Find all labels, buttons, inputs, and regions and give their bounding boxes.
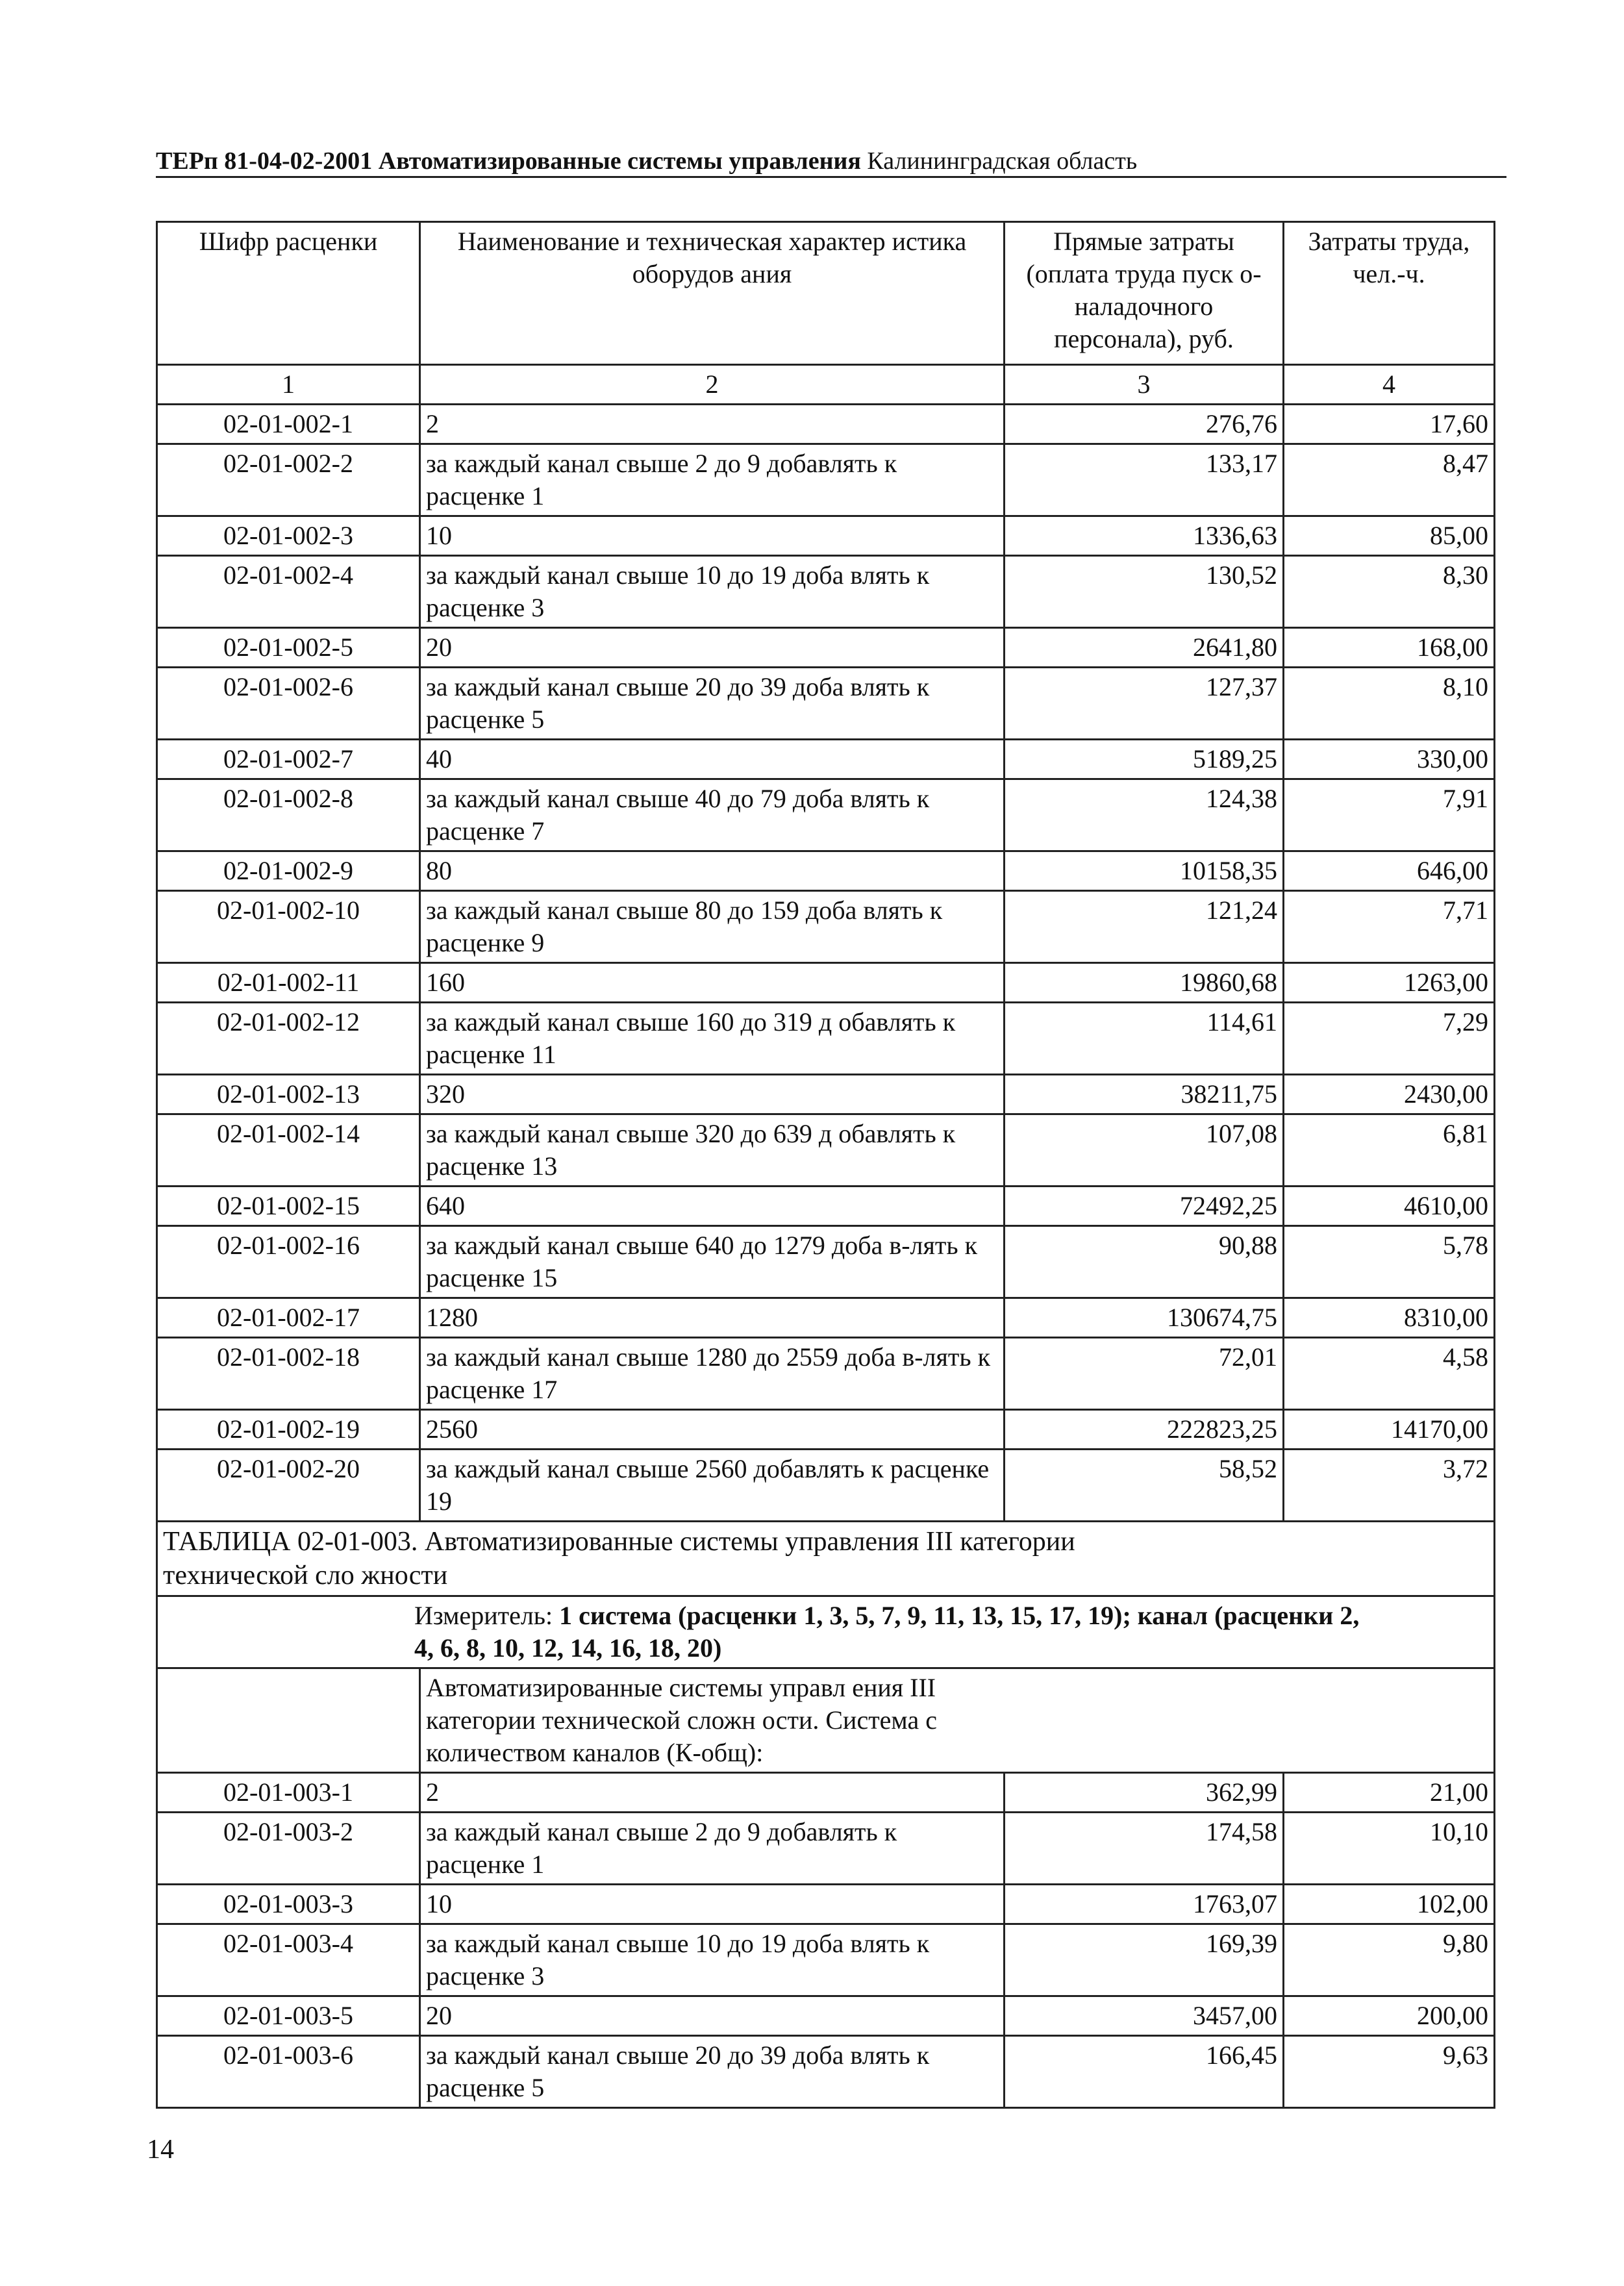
page-number: 14 <box>147 2135 174 2165</box>
rate-name: 2 <box>420 405 1005 444</box>
rate-cost: 130674,75 <box>1005 1298 1284 1338</box>
rates-table <box>156 221 1495 2109</box>
table-row <box>157 851 1495 891</box>
rate-name: за каждый канал свыше 40 до 79 доба влять к расценке 7 <box>420 779 1005 851</box>
rate-cost: 38211,75 <box>1005 1075 1284 1114</box>
rate-cost: 121,24 <box>1005 891 1284 963</box>
intro-text: Автоматизированные системы управл ения III категории технической сложн ости. Система с количеством каналов (К-общ): <box>420 1668 1005 1773</box>
table-row <box>157 1075 1495 1114</box>
rate-code: 02-01-003-2 <box>157 1813 420 1885</box>
table-003-body <box>157 1773 1495 2108</box>
intro-code-cell <box>157 1668 420 1773</box>
meter-text <box>157 1596 1495 1668</box>
section-003 <box>157 1522 1495 1773</box>
rate-labor: 7,29 <box>1284 1003 1495 1075</box>
rate-cost: 362,99 <box>1005 1773 1284 1813</box>
rate-cost: 2641,80 <box>1005 628 1284 668</box>
rate-cost: 1336,63 <box>1005 516 1284 556</box>
rate-cost: 166,45 <box>1005 2036 1284 2108</box>
rate-code: 02-01-002-15 <box>157 1187 420 1226</box>
rate-code: 02-01-002-19 <box>157 1410 420 1450</box>
rate-name: 160 <box>420 963 1005 1003</box>
rate-name: за каждый канал свыше 320 до 639 д обавлять к расценке 13 <box>420 1114 1005 1187</box>
rate-name: 80 <box>420 851 1005 891</box>
rate-cost: 10158,35 <box>1005 851 1284 891</box>
rate-code: 02-01-002-17 <box>157 1298 420 1338</box>
rate-labor: 3,72 <box>1284 1450 1495 1522</box>
section-title <box>157 1522 1495 1596</box>
meter-line1-text: 1 система (расценки 1, 3, 5, 7, 9, 11, 13, 15, 17, 19); канал (расценки 2, <box>559 1601 1360 1630</box>
col-header-code: Шифр расценки <box>157 222 420 365</box>
rate-labor: 85,00 <box>1284 516 1495 556</box>
rate-name: за каждый канал свыше 10 до 19 доба влять к расценке 3 <box>420 1924 1005 1996</box>
table-row <box>157 891 1495 963</box>
rate-name: 2560 <box>420 1410 1005 1450</box>
rate-name: за каждый канал свыше 2 до 9 добавлять к расценке 1 <box>420 444 1005 516</box>
rate-labor: 646,00 <box>1284 851 1495 891</box>
rate-code: 02-01-002-5 <box>157 628 420 668</box>
rate-cost: 5189,25 <box>1005 740 1284 779</box>
rate-name: за каждый канал свыше 2 до 9 добавлять к расценке 1 <box>420 1813 1005 1885</box>
rate-name: за каждый канал свыше 10 до 19 доба влять к расценке 3 <box>420 556 1005 628</box>
table-row <box>157 1773 1495 1813</box>
meter-line2: 4, 6, 8, 10, 12, 14, 16, 18, 20) <box>414 1633 722 1663</box>
meter-row <box>157 1596 1495 1668</box>
table-row <box>157 516 1495 556</box>
rate-code: 02-01-002-18 <box>157 1338 420 1410</box>
rate-name: 10 <box>420 516 1005 556</box>
rate-labor: 5,78 <box>1284 1226 1495 1298</box>
rate-code: 02-01-002-6 <box>157 668 420 740</box>
rate-labor: 8,47 <box>1284 444 1495 516</box>
col-header-cost: Прямые затраты (оплата труда пуск о-наладочного персонала), руб. <box>1005 222 1284 365</box>
rate-cost: 19860,68 <box>1005 963 1284 1003</box>
table-002-body <box>157 405 1495 1522</box>
meter-line1 <box>414 1600 1488 1632</box>
rate-cost: 127,37 <box>1005 668 1284 740</box>
rate-labor: 14170,00 <box>1284 1410 1495 1450</box>
rate-labor: 17,60 <box>1284 405 1495 444</box>
rate-labor: 7,91 <box>1284 779 1495 851</box>
rate-code: 02-01-002-20 <box>157 1450 420 1522</box>
column-numbers-row <box>157 365 1495 405</box>
rate-labor: 8,10 <box>1284 668 1495 740</box>
table-row <box>157 1298 1495 1338</box>
section-title-row <box>157 1522 1495 1596</box>
section-title-line1: ТАБЛИЦА 02-01-003. Автоматизированные системы управления III категории <box>163 1527 1075 1557</box>
rate-name: 10 <box>420 1885 1005 1924</box>
header-region: Калининградская область <box>867 147 1138 175</box>
rate-cost: 222823,25 <box>1005 1410 1284 1450</box>
rate-cost: 107,08 <box>1005 1114 1284 1187</box>
table-row <box>157 405 1495 444</box>
rate-name: 640 <box>420 1187 1005 1226</box>
table-row <box>157 1450 1495 1522</box>
rate-cost: 3457,00 <box>1005 1996 1284 2036</box>
page-header <box>156 146 1506 178</box>
rate-name: 20 <box>420 628 1005 668</box>
header-title: Автоматизированные системы управления <box>378 147 861 175</box>
rate-name: 40 <box>420 740 1005 779</box>
table-row <box>157 1885 1495 1924</box>
rate-cost: 90,88 <box>1005 1226 1284 1298</box>
rate-code: 02-01-002-10 <box>157 891 420 963</box>
table-row <box>157 1338 1495 1410</box>
rate-labor: 6,81 <box>1284 1114 1495 1187</box>
table-row <box>157 1996 1495 2036</box>
table-row <box>157 668 1495 740</box>
rate-name: за каждый канал свыше 80 до 159 доба влять к расценке 9 <box>420 891 1005 963</box>
table-row <box>157 628 1495 668</box>
rate-name: за каждый канал свыше 640 до 1279 доба в-лять к расценке 15 <box>420 1226 1005 1298</box>
table-row <box>157 556 1495 628</box>
rate-code: 02-01-003-1 <box>157 1773 420 1813</box>
col-number: 3 <box>1005 365 1284 405</box>
rate-labor: 8310,00 <box>1284 1298 1495 1338</box>
rate-code: 02-01-002-4 <box>157 556 420 628</box>
rate-cost: 174,58 <box>1005 1813 1284 1885</box>
col-number: 2 <box>420 365 1005 405</box>
rate-cost: 72,01 <box>1005 1338 1284 1410</box>
rate-cost: 1763,07 <box>1005 1885 1284 1924</box>
table-row <box>157 2036 1495 2108</box>
rate-cost: 114,61 <box>1005 1003 1284 1075</box>
table-row <box>157 1114 1495 1187</box>
table-row <box>157 1003 1495 1075</box>
rate-cost: 169,39 <box>1005 1924 1284 1996</box>
rate-labor: 2430,00 <box>1284 1075 1495 1114</box>
rate-code: 02-01-003-5 <box>157 1996 420 2036</box>
rate-labor: 102,00 <box>1284 1885 1495 1924</box>
col-header-labor: Затраты труда, чел.-ч. <box>1284 222 1495 365</box>
header-code: ТЕРп 81-04-02-2001 <box>156 147 373 175</box>
rate-cost: 58,52 <box>1005 1450 1284 1522</box>
col-number: 4 <box>1284 365 1495 405</box>
table-row <box>157 740 1495 779</box>
section-title-line2: технической сло жности <box>163 1561 448 1590</box>
rate-labor: 4610,00 <box>1284 1187 1495 1226</box>
rate-cost: 130,52 <box>1005 556 1284 628</box>
rate-name: 320 <box>420 1075 1005 1114</box>
intro-empty-cell <box>1005 1668 1495 1773</box>
rate-code: 02-01-003-3 <box>157 1885 420 1924</box>
table-row <box>157 963 1495 1003</box>
rate-cost: 124,38 <box>1005 779 1284 851</box>
rate-name: за каждый канал свыше 20 до 39 доба влять к расценке 5 <box>420 668 1005 740</box>
rate-name: за каждый канал свыше 160 до 319 д обавлять к расценке 11 <box>420 1003 1005 1075</box>
col-number: 1 <box>157 365 420 405</box>
rate-labor: 200,00 <box>1284 1996 1495 2036</box>
rate-name: 2 <box>420 1773 1005 1813</box>
table-header-row <box>157 222 1495 365</box>
rate-code: 02-01-002-13 <box>157 1075 420 1114</box>
rate-code: 02-01-003-6 <box>157 2036 420 2108</box>
rate-code: 02-01-002-9 <box>157 851 420 891</box>
table-row <box>157 1226 1495 1298</box>
rate-labor: 168,00 <box>1284 628 1495 668</box>
table-row <box>157 1924 1495 1996</box>
rate-name: 20 <box>420 1996 1005 2036</box>
table-row <box>157 779 1495 851</box>
rate-labor: 10,10 <box>1284 1813 1495 1885</box>
rate-cost: 72492,25 <box>1005 1187 1284 1226</box>
rate-code: 02-01-002-8 <box>157 779 420 851</box>
col-header-name: Наименование и техническая характер истика оборудов ания <box>420 222 1005 365</box>
rate-code: 02-01-002-12 <box>157 1003 420 1075</box>
table-row <box>157 444 1495 516</box>
rate-code: 02-01-002-3 <box>157 516 420 556</box>
rate-labor: 8,30 <box>1284 556 1495 628</box>
rate-labor: 9,80 <box>1284 1924 1495 1996</box>
rate-labor: 7,71 <box>1284 891 1495 963</box>
rate-cost: 133,17 <box>1005 444 1284 516</box>
rate-code: 02-01-002-1 <box>157 405 420 444</box>
rate-code: 02-01-002-7 <box>157 740 420 779</box>
table-row <box>157 1410 1495 1450</box>
rate-labor: 330,00 <box>1284 740 1495 779</box>
rate-code: 02-01-003-4 <box>157 1924 420 1996</box>
meter-label: Измеритель: <box>414 1601 553 1630</box>
rate-labor: 21,00 <box>1284 1773 1495 1813</box>
table-row <box>157 1813 1495 1885</box>
rate-code: 02-01-002-11 <box>157 963 420 1003</box>
rate-code: 02-01-002-16 <box>157 1226 420 1298</box>
rate-cost: 276,76 <box>1005 405 1284 444</box>
rate-name: за каждый канал свыше 1280 до 2559 доба в-лять к расценке 17 <box>420 1338 1005 1410</box>
rate-code: 02-01-002-14 <box>157 1114 420 1187</box>
rate-labor: 1263,00 <box>1284 963 1495 1003</box>
rate-code: 02-01-002-2 <box>157 444 420 516</box>
rate-labor: 9,63 <box>1284 2036 1495 2108</box>
intro-row <box>157 1668 1495 1773</box>
table-row <box>157 1187 1495 1226</box>
rate-name: за каждый канал свыше 2560 добавлять к расценке 19 <box>420 1450 1005 1522</box>
rate-name: за каждый канал свыше 20 до 39 доба влять к расценке 5 <box>420 2036 1005 2108</box>
rate-name: 1280 <box>420 1298 1005 1338</box>
rate-labor: 4,58 <box>1284 1338 1495 1410</box>
